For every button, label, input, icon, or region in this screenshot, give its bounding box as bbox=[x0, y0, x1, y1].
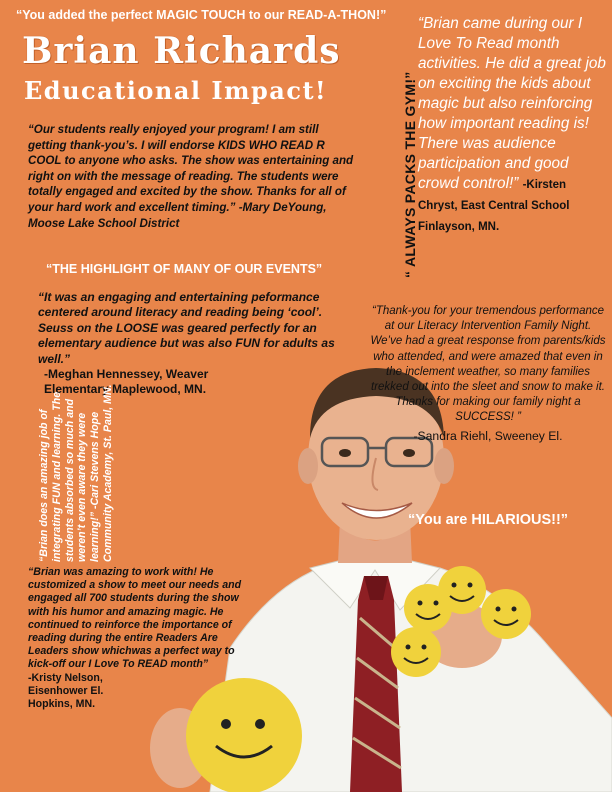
testimonial-text: “Brian was amazing to work with! He customized a show to meet our needs and engaged all 700 students during the show with his humor and amazing magic. He continued to reinforce the importance of reading during the entire Readers Are Leaders show whichwas a perfect way to kick-off our I Love To READ month” bbox=[28, 566, 242, 671]
testimonial-attribution: Hopkins, MN. bbox=[28, 698, 96, 711]
page-subtitle: Educational Impact! bbox=[24, 76, 328, 105]
smiley-ball bbox=[391, 627, 441, 677]
testimonial-attribution: -Meghan Hennessey, Weaver bbox=[44, 367, 209, 382]
testimonial-deyoung bbox=[28, 122, 358, 231]
hilarious-tagline: “You are HILARIOUS!!” bbox=[408, 512, 569, 528]
testimonial-attribution: -Kirsten Chryst, East Central School Finlayson, MN. bbox=[418, 179, 570, 233]
testimonial-chryst bbox=[418, 14, 606, 237]
highlight-tagline: “THE HIGHLIGHT OF MANY OF OUR EVENTS” bbox=[46, 262, 323, 276]
testimonial-stevens bbox=[38, 382, 115, 562]
testimonial-attribution: -Kristy Nelson, bbox=[28, 671, 103, 684]
testimonial-nelson bbox=[28, 566, 253, 711]
smiley-ball bbox=[481, 589, 531, 639]
smiley-ball bbox=[438, 566, 486, 614]
testimonial-text: “Brian came during our I Love To Read month activities. He did a great job on exciting the kids about magic but also reinforcing how important reading is! There was audience participation and good crowd control!” bbox=[418, 15, 606, 192]
testimonial-riehl bbox=[368, 304, 608, 444]
testimonial-text: “Our students really enjoyed your program! I am still getting thank-you’s. I will endorse KIDS WHO READ R COOL to anyone who asks. The show was entertaining and right on with the message of reading. The students were totally engaged and excited by the show. Thanks for all of your hard work and excellent timing.” bbox=[28, 123, 354, 214]
testimonial-text: “It was an engaging and entertaining peformance centered around literacy and reading being ‘cool’. Seuss on the LOOSE was geared perfectly for an elementary audience but was also FUN for adults as well.” bbox=[38, 290, 335, 366]
testimonial-text: “Thank-you for your tremendous performance at our Literacy Intervention Family Night. We’ve had a great response from parents/kids who attended, and were amazed that even in the inclement weather, so many families trekked out into the sleet and snow to make it. Thanks for making our family night a SUCCESS! ” bbox=[370, 305, 606, 424]
testimonial-attribution: Elementary Maplewood, MN. bbox=[44, 382, 207, 397]
packs-the-gym-tagline: “ ALWAYS PACKS THE GYM!” bbox=[402, 71, 418, 278]
testimonial-text: “Brian does an amazing job of integrating FUN and learning. The students absorbed so much and weren’t even aware they were learning!” bbox=[38, 391, 102, 562]
testimonial-attribution: -Sandra Riehl, Sweeney El. bbox=[413, 428, 563, 443]
magic-touch-tagline: “You added the perfect MAGIC TOUCH to our READ-A-THON!” bbox=[16, 8, 387, 22]
testimonial-attribution: Eisenhower El. bbox=[28, 684, 104, 697]
testimonial-attribution: -Cari Stevens Hope Community Academy, St. Paul, MN. bbox=[89, 384, 114, 562]
page-title: Brian Richards bbox=[22, 30, 341, 72]
testimonial-attribution: -Mary DeYoung, Moose Lake School District bbox=[28, 200, 327, 230]
